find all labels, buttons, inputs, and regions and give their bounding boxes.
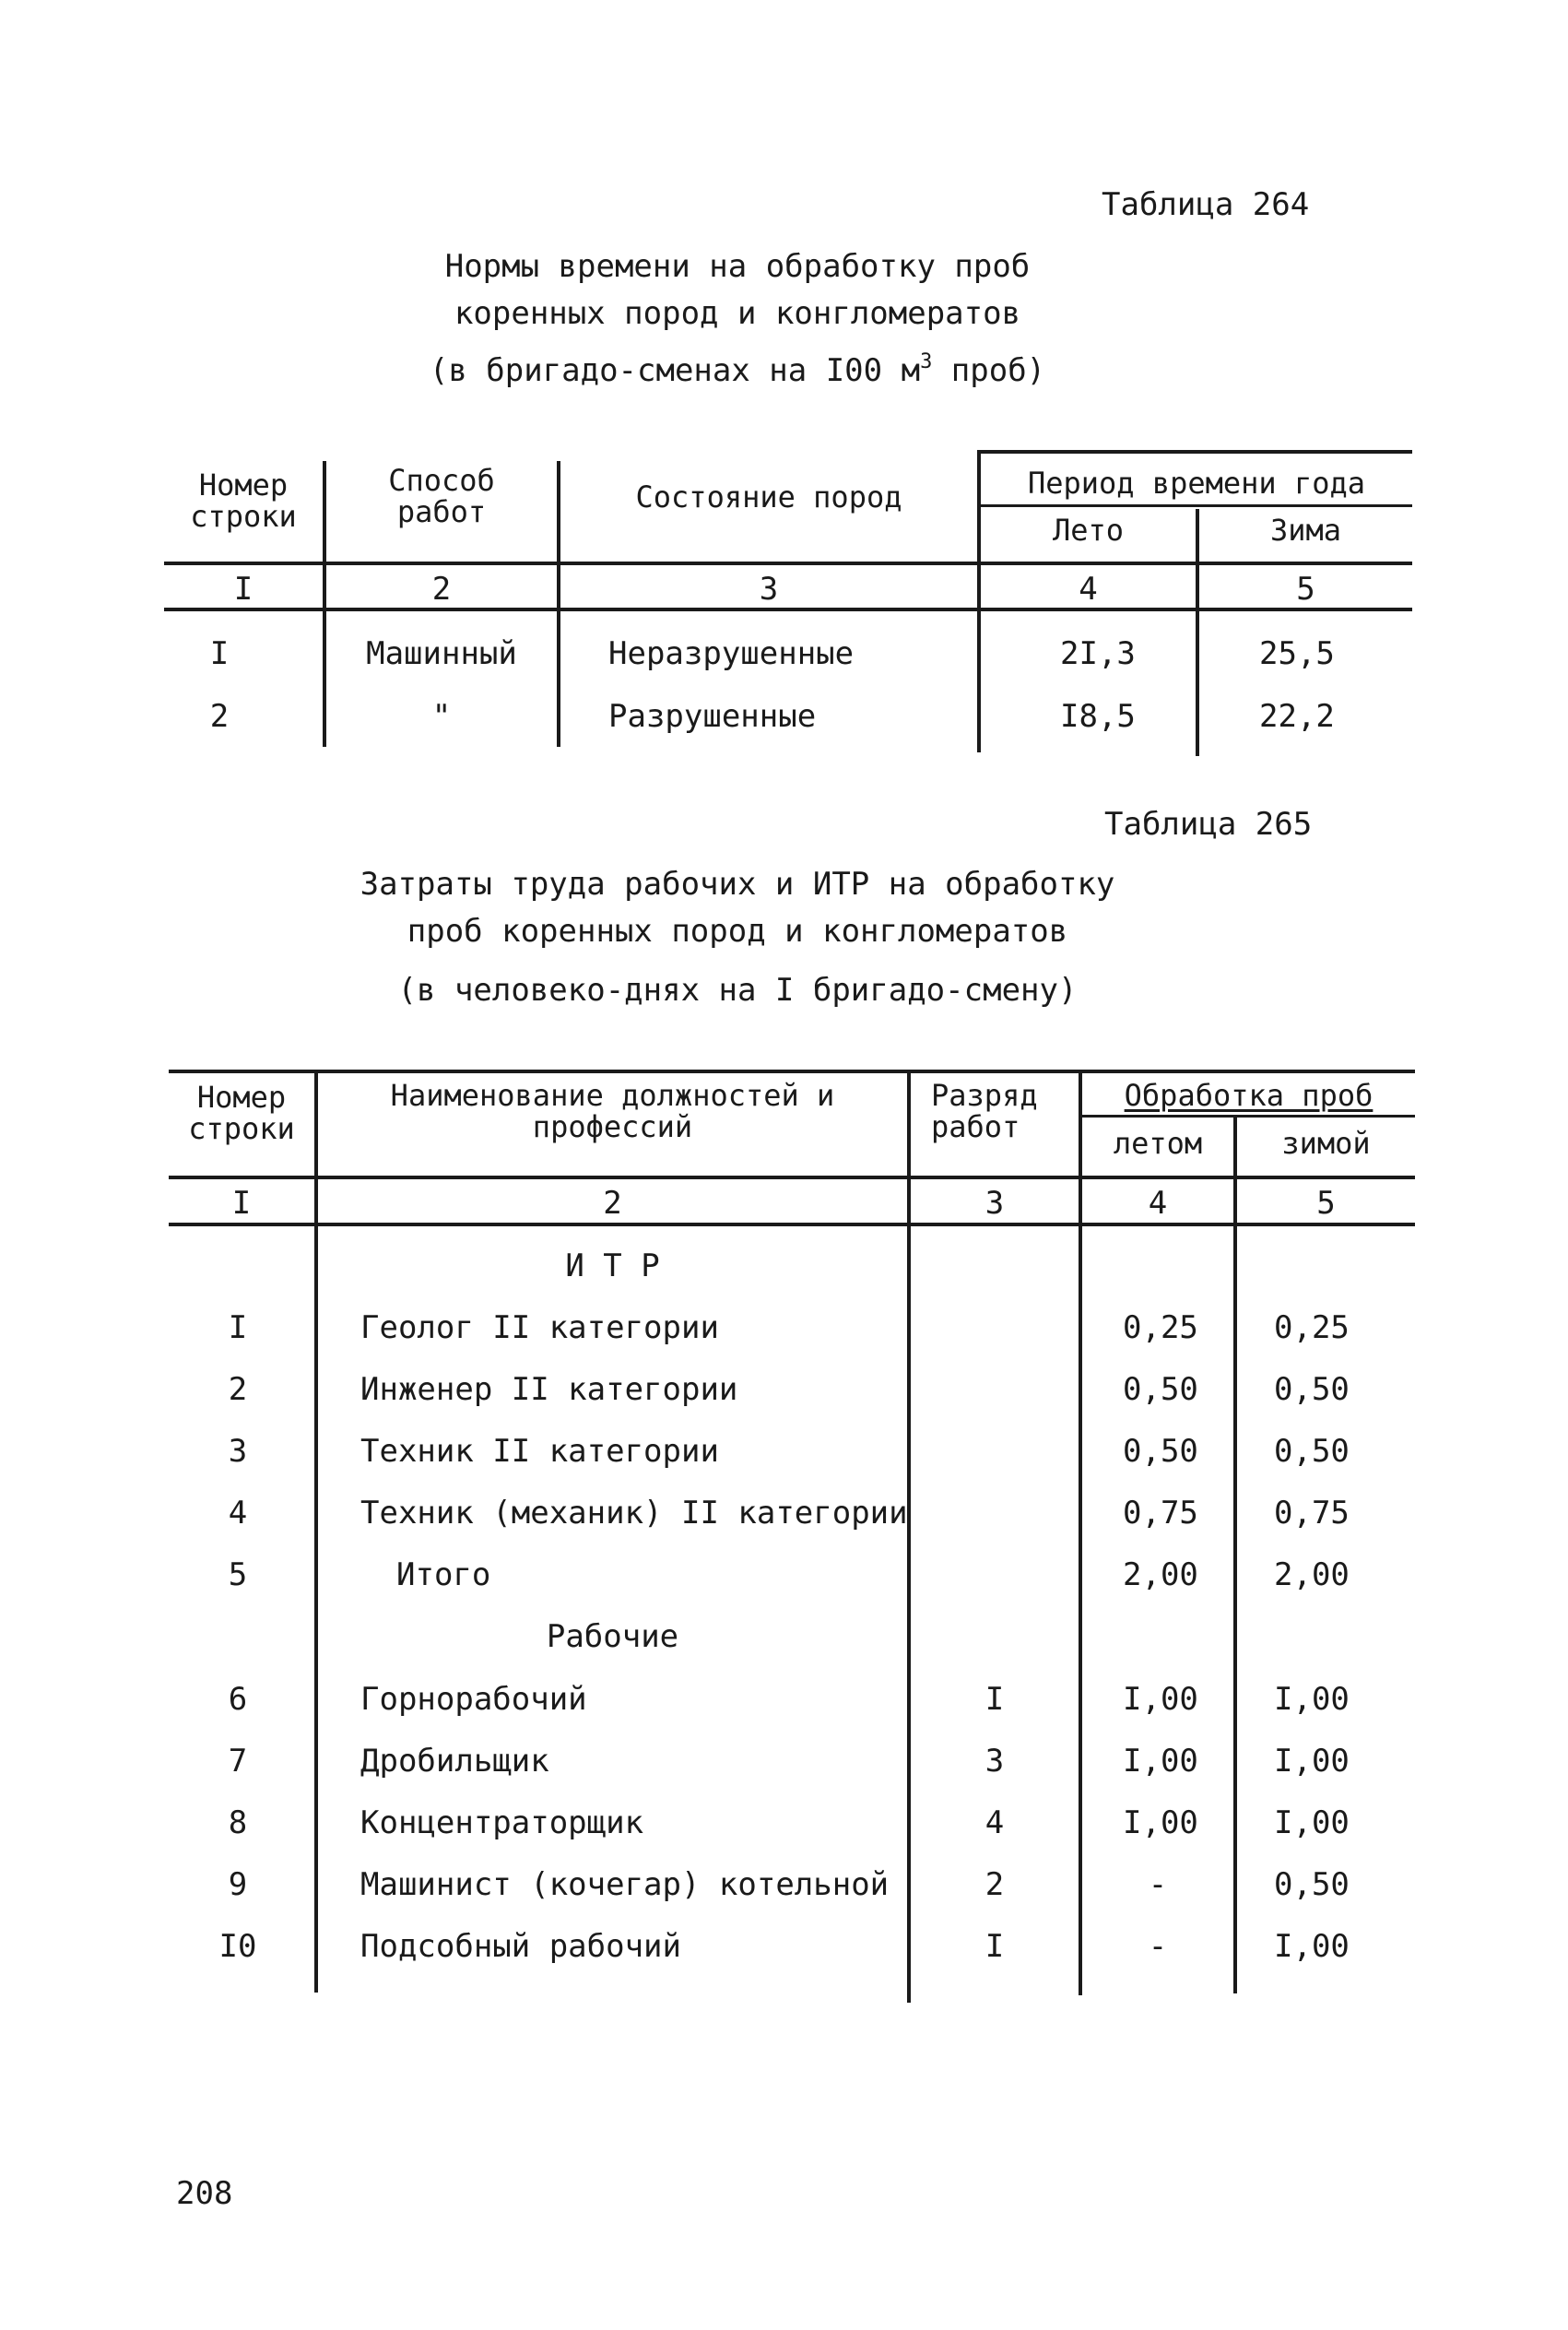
table-265-title-line1: Затраты труда рабочих и ИТР на обработку (360, 866, 1115, 903)
table-264-top-rule (977, 450, 1412, 454)
colnum-2: 2 (431, 571, 452, 608)
row-grade: 3 (984, 1743, 1005, 1780)
header-processing: Обработка проб (1124, 1078, 1373, 1113)
header-name-line1: Наименование должностей и (390, 1078, 835, 1113)
header-method (326, 463, 557, 529)
table-265-processing-rule (1080, 1115, 1415, 1118)
row-winter: 0,50 (1274, 1866, 1350, 1903)
table-264-title-line2: коренных пород и конгломератов (454, 295, 1021, 332)
colnum-1: I (233, 571, 253, 608)
header-row-no-line2: строки (188, 1110, 295, 1146)
table-265-colnum-rule (169, 1223, 1415, 1226)
table-265-top-rule (169, 1070, 1415, 1073)
units-text-end: проб) (932, 352, 1046, 389)
table-264-header-rule (164, 562, 1412, 565)
header-winter: Зима (1269, 513, 1342, 548)
row-name: Машинист (кочегар) котельной (360, 1866, 890, 1903)
section-workers: Рабочие (546, 1618, 679, 1655)
colnum-1: I (231, 1185, 252, 1222)
table-265-units: (в человеко-днях на I бригадо-смену) (397, 972, 1078, 1009)
header-row-no (169, 1082, 314, 1144)
row-summer: I,00 (1123, 1804, 1198, 1841)
row-winter: 2,00 (1274, 1556, 1350, 1593)
row-name: Горнорабочий (360, 1681, 587, 1718)
row-summer: I,00 (1123, 1681, 1198, 1718)
row-no: I (228, 1309, 248, 1346)
row-winter: I,00 (1274, 1681, 1350, 1718)
section-itr: И Т Р (565, 1248, 660, 1284)
row-winter: I,00 (1274, 1804, 1350, 1841)
row-summer: 0,50 (1123, 1433, 1198, 1470)
units-superscript: 3 (920, 350, 933, 373)
row-grade: I (984, 1928, 1005, 1965)
colnum-3: 3 (984, 1185, 1005, 1222)
row-no: 2 (228, 1371, 248, 1408)
row-name: Дробильщик (360, 1743, 549, 1780)
header-grade-line2: работ (931, 1108, 1020, 1144)
row-winter: 0,50 (1274, 1433, 1350, 1470)
row-winter: 25,5 (1259, 635, 1335, 672)
row-no: 4 (228, 1495, 248, 1532)
row-name-total: Итого (396, 1556, 491, 1593)
units-text: (в бригадо-сменах на I00 м (429, 352, 921, 389)
row-winter: 0,75 (1274, 1495, 1350, 1532)
table-264-title-line1: Нормы времени на обработку проб (444, 248, 1031, 285)
row-no: 3 (228, 1433, 248, 1470)
row-no: 6 (228, 1681, 248, 1718)
colnum-5: 5 (1296, 571, 1315, 608)
colnum-5: 5 (1316, 1185, 1336, 1222)
row-state: Разрушенные (608, 698, 817, 735)
row-no: 2 (209, 698, 230, 735)
row-summer: 0,75 (1123, 1495, 1198, 1532)
row-name: Концентраторщик (360, 1804, 644, 1841)
row-summer: 2,00 (1123, 1556, 1198, 1593)
table-265-title-line2: проб коренных пород и конгломератов (407, 913, 1068, 950)
row-no: I0 (218, 1928, 257, 1965)
row-name: Техник II категории (360, 1433, 719, 1470)
table-264-caption: Таблица 264 (1102, 186, 1310, 223)
row-summer: 0,50 (1123, 1371, 1198, 1408)
row-winter: I,00 (1274, 1928, 1350, 1965)
row-winter: 0,25 (1274, 1309, 1350, 1346)
header-row-no-line1: Номер (196, 1080, 287, 1115)
row-winter: 0,50 (1274, 1371, 1350, 1408)
table-265-divider (1233, 1118, 1237, 1993)
header-state: Состояние пород (635, 479, 902, 514)
row-summer: I,00 (1123, 1743, 1198, 1780)
table-265-caption: Таблица 265 (1104, 806, 1313, 843)
row-no: I (209, 635, 230, 672)
row-summer: 2I,3 (1060, 635, 1136, 672)
row-name: Техник (механик) II категории (360, 1495, 908, 1532)
row-grade: I (984, 1681, 1005, 1718)
row-name: Геолог II категории (360, 1309, 719, 1346)
row-summer: I8,5 (1060, 698, 1136, 735)
header-grade-line1: Разряд (931, 1078, 1038, 1113)
row-no: 8 (228, 1804, 248, 1841)
colnum-2: 2 (603, 1185, 622, 1222)
row-name: Подсобный рабочий (360, 1928, 681, 1965)
row-summer: - (1148, 1866, 1168, 1903)
row-grade: 4 (984, 1804, 1005, 1841)
row-no: 7 (228, 1743, 248, 1780)
row-winter: I,00 (1274, 1743, 1350, 1780)
header-summer: Лето (1052, 513, 1125, 548)
header-row-no (164, 467, 323, 534)
header-grade (931, 1078, 1038, 1144)
row-method: Машинный (366, 635, 517, 672)
row-state: Неразрушенные (608, 635, 855, 672)
header-winter: зимой (1281, 1126, 1371, 1161)
row-grade: 2 (984, 1866, 1005, 1903)
row-winter: 22,2 (1259, 698, 1335, 735)
row-method: " (431, 698, 452, 735)
table-264-period-rule (979, 504, 1412, 507)
row-no: 9 (228, 1866, 248, 1903)
row-no: 5 (228, 1556, 248, 1593)
page-number: 208 (176, 2175, 233, 2212)
colnum-4: 4 (1148, 1185, 1168, 1222)
header-row-no-line1: Номер (198, 467, 289, 503)
row-summer: 0,25 (1123, 1309, 1198, 1346)
table-264-units (277, 350, 1198, 389)
table-265-header-rule (169, 1176, 1415, 1179)
header-name (318, 1078, 907, 1144)
row-name: Инженер II категории (360, 1371, 738, 1408)
header-name-line2: профессий (532, 1108, 693, 1144)
header-summer: летом (1113, 1126, 1203, 1161)
row-summer: - (1148, 1928, 1168, 1965)
colnum-3: 3 (759, 571, 779, 608)
header-method-line2: работ (396, 493, 487, 529)
header-method-line1: Способ (388, 463, 495, 498)
table-264-colnum-rule (164, 608, 1412, 611)
colnum-4: 4 (1079, 571, 1098, 608)
header-period: Период времени года (1027, 466, 1366, 501)
header-row-no-line2: строки (190, 498, 297, 534)
